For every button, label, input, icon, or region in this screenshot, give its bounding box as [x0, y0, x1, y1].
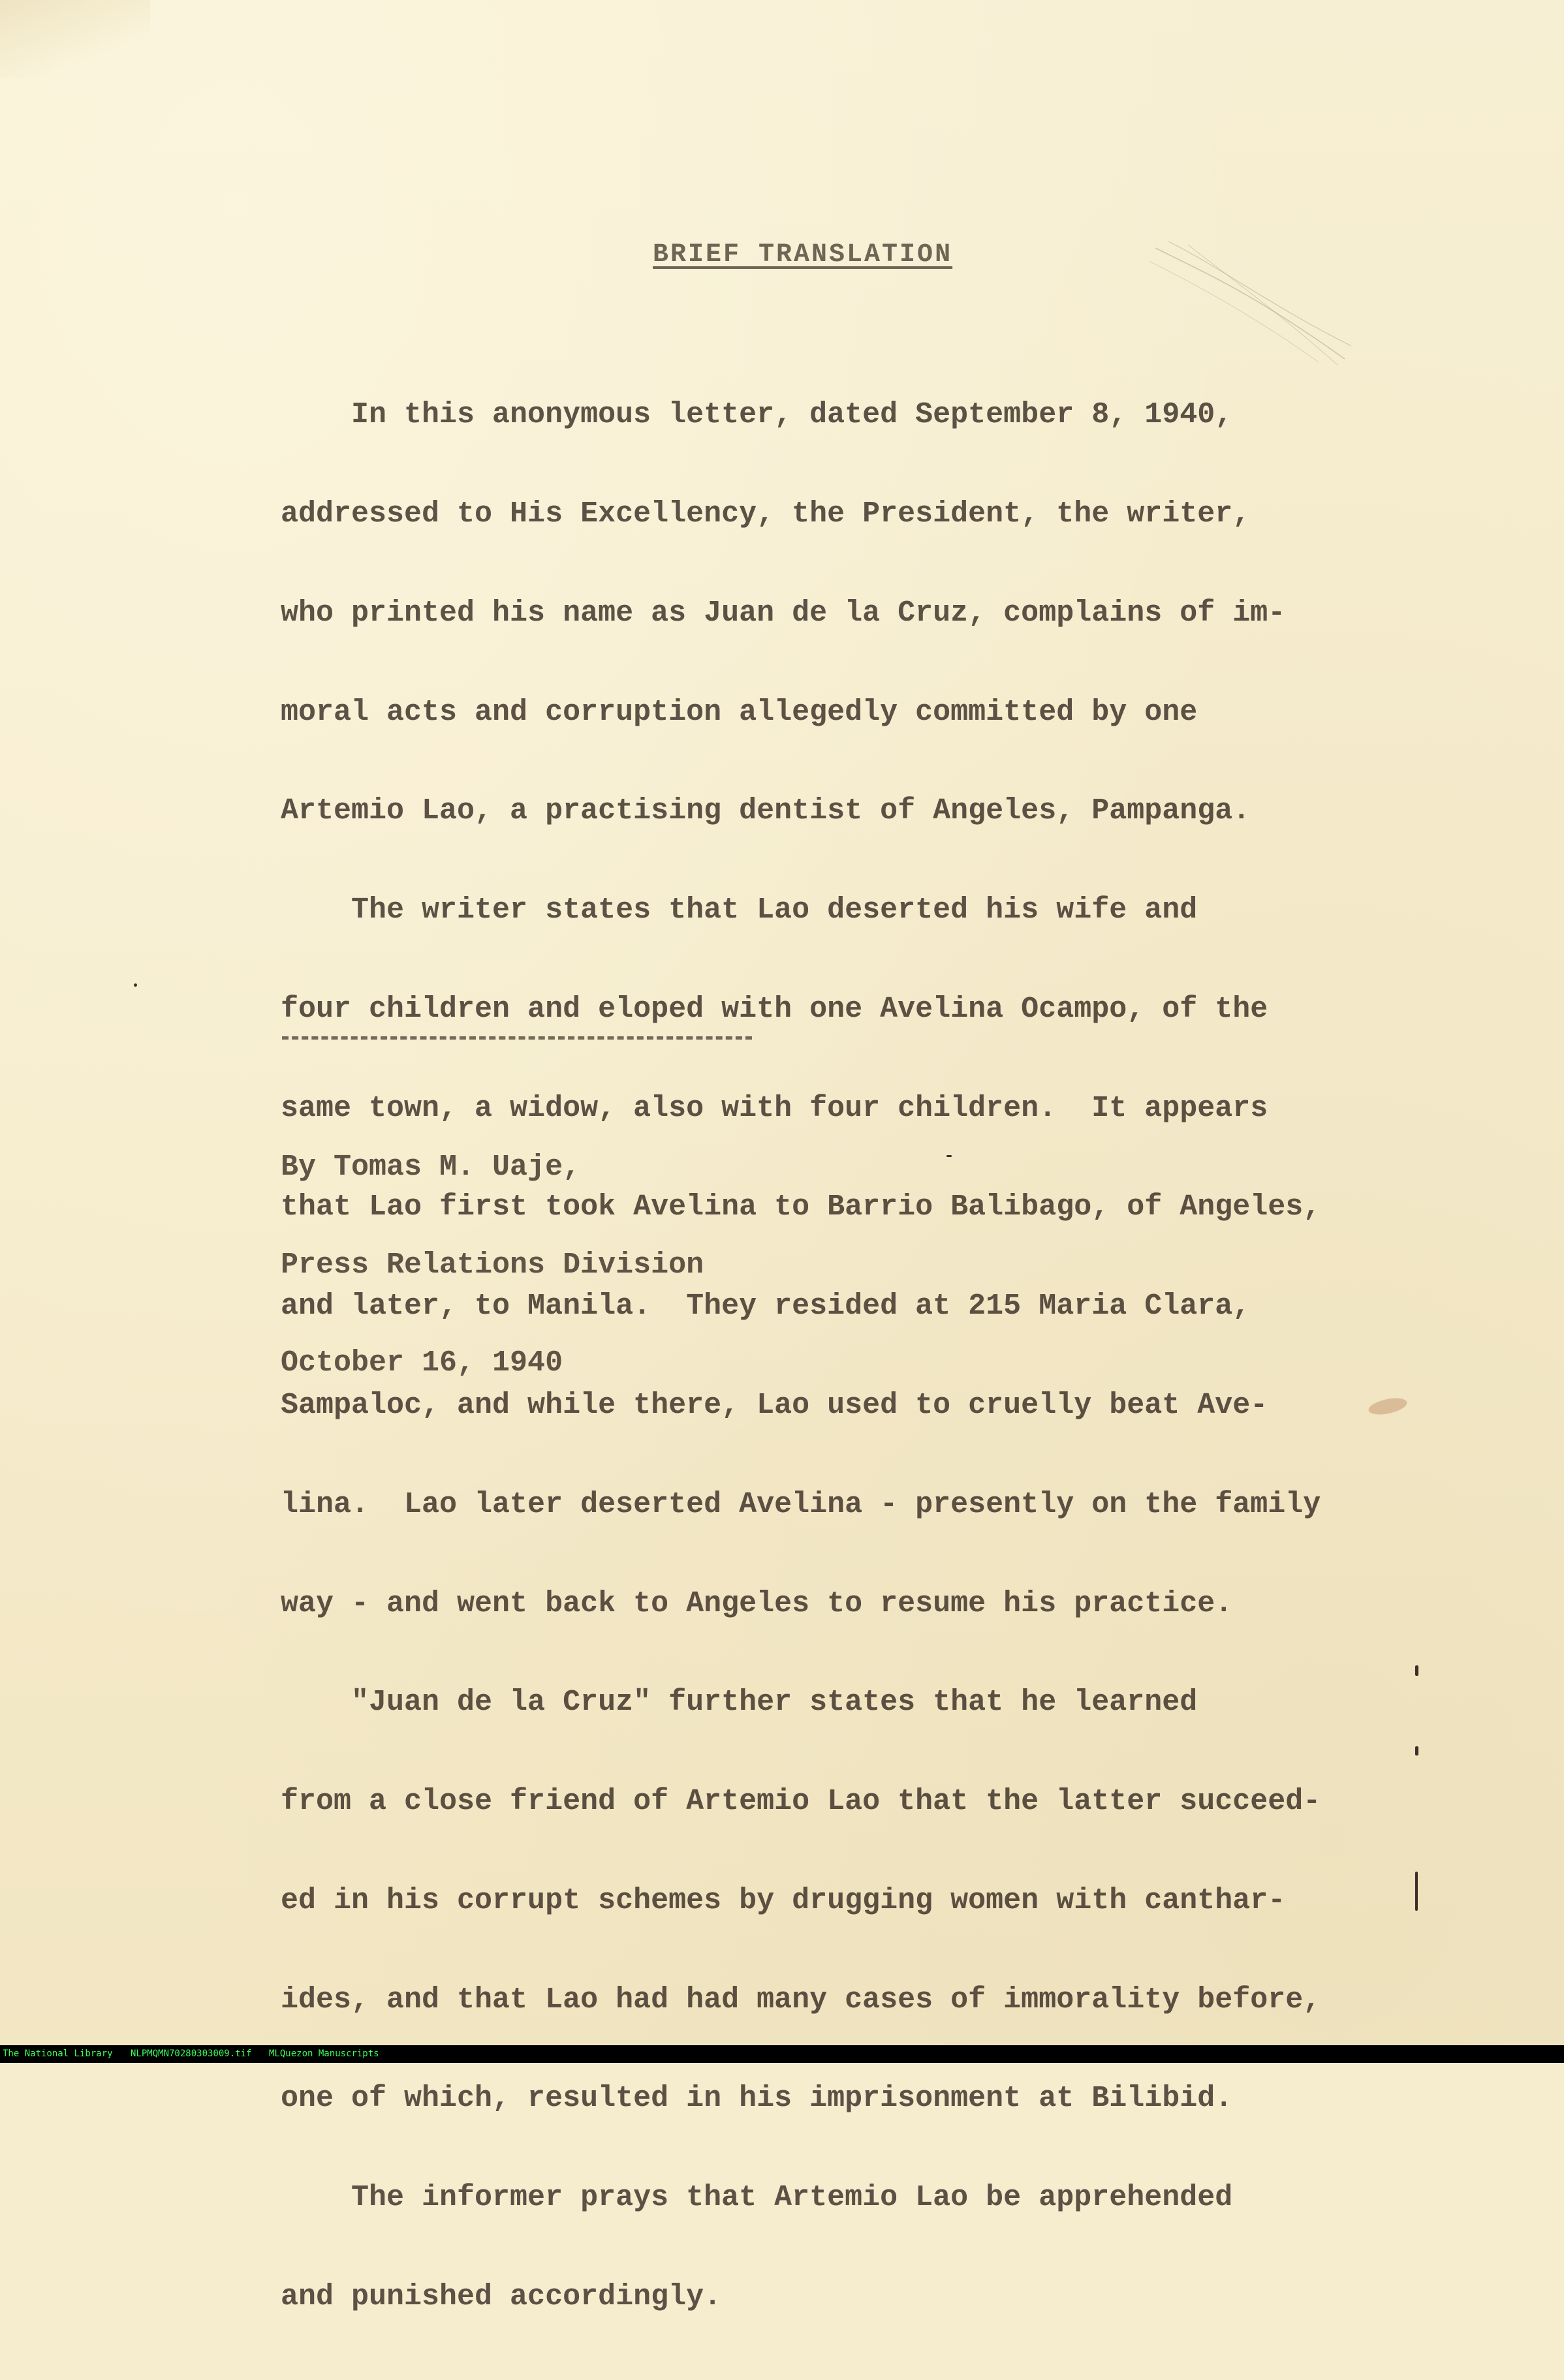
- body-line: In this anonymous letter, dated September 8, 1940,: [281, 398, 1233, 432]
- footer-library: The National Library: [3, 2048, 113, 2059]
- body-line: that Lao first took Avelina to Barrio Balibago, of Angeles,: [281, 1190, 1321, 1224]
- body-line: who printed his name as Juan de la Cruz, complains of im-: [281, 596, 1286, 630]
- ink-speck: [134, 983, 137, 987]
- signature-block: [281, 1086, 704, 1445]
- body-line: "Juan de la Cruz" further states that he learned: [281, 1686, 1198, 1720]
- body-line: way - and went back to Angeles to resume his practice.: [281, 1586, 1233, 1620]
- signature-author: By Tomas M. Uaje,: [281, 1151, 581, 1184]
- body-line: from a close friend of Artemio Lao that the latter succeed-: [281, 1785, 1321, 1819]
- punch-mark: [1415, 1872, 1418, 1911]
- punch-mark: [1415, 1746, 1418, 1755]
- footer-collection: MLQuezon Manuscripts: [269, 2048, 379, 2059]
- body-line: The informer prays that Artemio Lao be apprehended: [281, 2181, 1233, 2215]
- body-line: ides, and that Lao had had many cases of immorality before,: [281, 1983, 1321, 2017]
- body-line: The writer states that Lao deserted his wife and: [281, 893, 1198, 927]
- document-title: BRIEF TRANSLATION: [653, 240, 953, 270]
- body-line: one of which, resulted in his imprisonment at Bilibid.: [281, 2082, 1233, 2116]
- body-line: addressed to His Excellency, the President, the writer,: [281, 497, 1251, 531]
- body-line: and later, to Manila. They resided at 215 Maria Clara,: [281, 1290, 1251, 1323]
- body-line: Sampaloc, and while there, Lao used to cruelly beat Ave-: [281, 1389, 1268, 1422]
- body-line: same town, a widow, also with four children. It appears: [281, 1091, 1268, 1125]
- body-line: four children and eloped with one Avelina Ocampo, of the: [281, 992, 1268, 1026]
- punch-mark: [1415, 1665, 1418, 1676]
- separator-rule: [282, 1036, 752, 1040]
- body-line: and punished accordingly.: [281, 2280, 722, 2314]
- signature-date: October 16, 1940: [281, 1346, 563, 1380]
- body-line: ed in his corrupt schemes by drugging women with canthar-: [281, 1883, 1286, 1917]
- body-line: lina. Lao later deserted Avelina - presently on the family: [281, 1487, 1321, 1521]
- signature-division: Press Relations Division: [281, 1248, 704, 1282]
- body-line: Artemio Lao, a practising dentist of Angeles, Pampanga.: [281, 794, 1251, 828]
- footer-file: NLPMQMN70280303009.tif: [131, 2048, 252, 2059]
- scan-footer: [0, 2045, 1564, 2063]
- ink-speck: [946, 1155, 952, 1157]
- corner-fold: [0, 0, 150, 78]
- body-line: moral acts and corruption allegedly committed by one: [281, 695, 1198, 729]
